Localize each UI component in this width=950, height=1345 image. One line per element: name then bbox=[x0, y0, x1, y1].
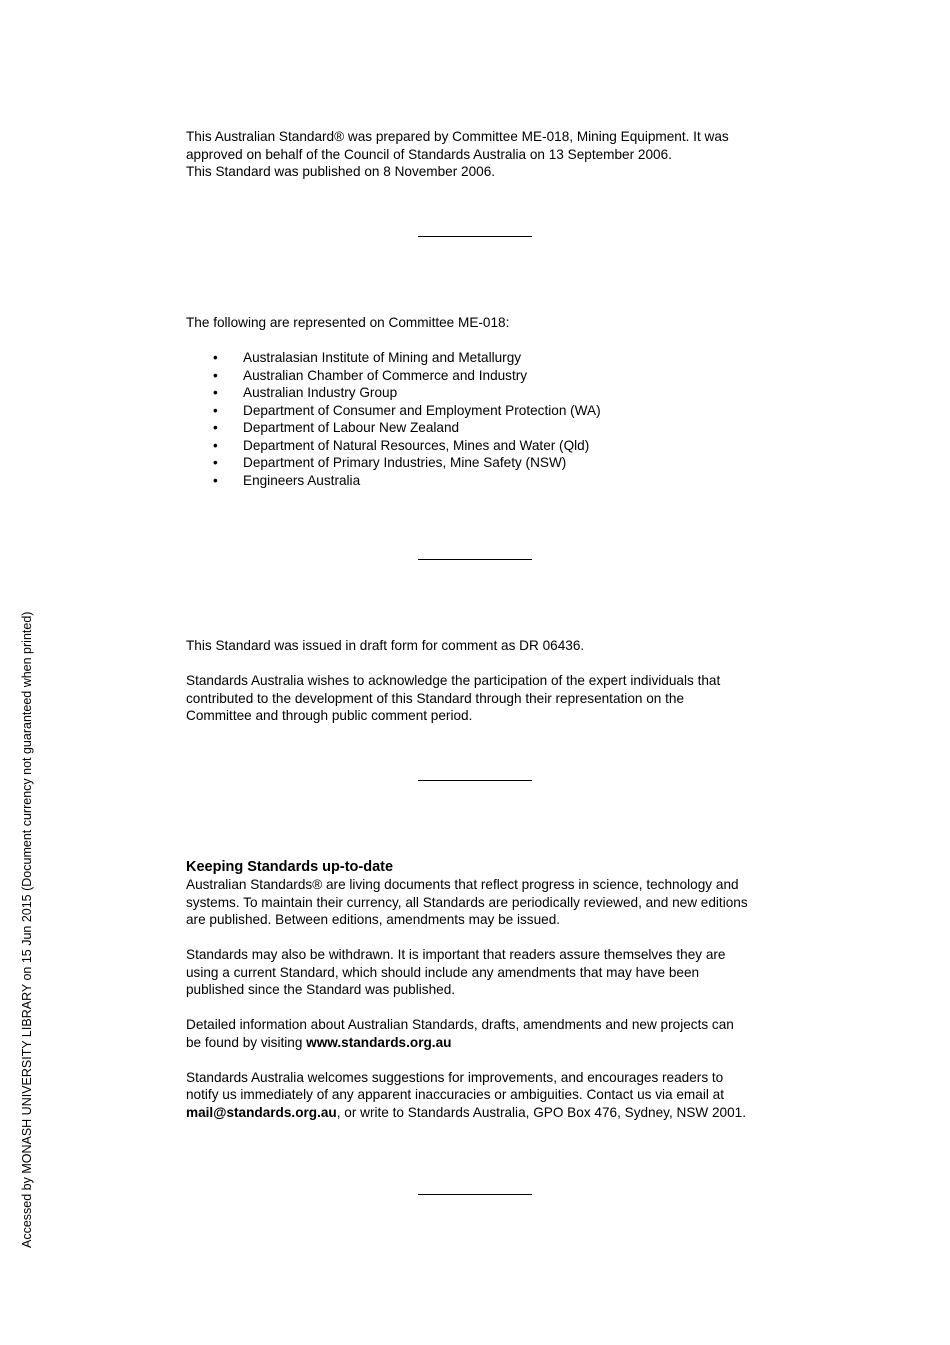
bullet-icon: • bbox=[213, 367, 218, 383]
keeping-section bbox=[186, 858, 786, 1121]
bullet-icon: • bbox=[213, 455, 218, 470]
website-link[interactable]: www.standards.org.au bbox=[306, 1034, 452, 1050]
committee-intro: The following are represented on Committee ME-018: bbox=[186, 315, 510, 330]
keeping-p4-line-2: notify us immediately of any apparent inaccuracies or ambiguities. Contact us via email at bbox=[186, 1087, 724, 1102]
divider-rule bbox=[418, 780, 532, 781]
keeping-p3-line-2: be found by visiting www.standards.org.au bbox=[186, 1034, 452, 1050]
committee-section bbox=[186, 314, 786, 489]
ack-line-1: Standards Australia wishes to acknowledge the participation of the expert individuals that bbox=[186, 673, 721, 688]
keeping-p2-line-2: using a current Standard, which should include any amendments that may have been bbox=[186, 964, 700, 980]
bullet-icon: • bbox=[213, 402, 218, 418]
prep-line-3: This Standard was published on 8 November 2006. bbox=[186, 164, 496, 179]
keeping-p1-line-2: systems. To maintain their currency, all Standards are periodically reviewed, and new editions bbox=[186, 894, 748, 910]
access-watermark: Accessed by MONASH UNIVERSITY LIBRARY on 15 Jun 2015 (Document currency not guaranteed when printed) bbox=[20, 611, 34, 1248]
email-link[interactable]: mail@standards.org.au bbox=[186, 1104, 337, 1120]
list-item: • Australian Chamber of Commerce and Industry bbox=[213, 367, 528, 383]
divider-rule bbox=[418, 1194, 532, 1195]
ack-line-3: Committee and through public comment period. bbox=[186, 708, 473, 723]
keeping-p4-line-1: Standards Australia welcomes suggestions for improvements, and encourages readers to bbox=[186, 1069, 724, 1085]
list-item: • Department of Consumer and Employment Protection (WA) bbox=[213, 402, 601, 418]
prep-line-2: approved on behalf of the Council of Standards Australia on 13 September 2006. bbox=[186, 146, 672, 162]
bullet-icon: • bbox=[213, 350, 218, 365]
list-item: • Department of Natural Resources, Mines and Water (Qld) bbox=[213, 437, 590, 453]
draft-section bbox=[186, 637, 786, 725]
list-item: • Department of Primary Industries, Mine Safety (NSW) bbox=[213, 455, 567, 470]
keeping-p1-line-1: Australian Standards® are living documents that reflect progress in science, technology and bbox=[186, 877, 739, 892]
bullet-icon: • bbox=[213, 385, 218, 400]
list-item: • Department of Labour New Zealand bbox=[213, 420, 460, 435]
keeping-p3-line-1: Detailed information about Australian Standards, drafts, amendments and new projects can bbox=[186, 1017, 734, 1032]
keeping-p2-line-3: published since the Standard was published. bbox=[186, 982, 456, 997]
bullet-icon: • bbox=[213, 472, 218, 488]
keeping-p2-line-1: Standards may also be withdrawn. It is important that readers assure themselves they are bbox=[186, 947, 726, 962]
divider-rule bbox=[418, 559, 532, 560]
committee-member-list bbox=[186, 349, 786, 489]
list-item: • Australian Industry Group bbox=[213, 385, 398, 400]
ack-line-2: contributed to the development of this Standard through their representation on the bbox=[186, 690, 685, 706]
prep-line-1: This Australian Standard® was prepared by Committee ME-018, Mining Equipment. It was bbox=[186, 129, 729, 144]
list-item: • Engineers Australia bbox=[213, 472, 361, 488]
bullet-icon: • bbox=[213, 437, 218, 453]
draft-issued: This Standard was issued in draft form for comment as DR 06436. bbox=[186, 638, 585, 653]
preparation-statement bbox=[186, 128, 786, 181]
keeping-heading: Keeping Standards up-to-date bbox=[186, 859, 394, 875]
divider-rule bbox=[418, 236, 532, 237]
keeping-p4-line-3: mail@standards.org.au, or write to Standards Australia, GPO Box 476, Sydney, NSW 2001. bbox=[186, 1104, 747, 1120]
keeping-p1-line-3: are published. Between editions, amendments may be issued. bbox=[186, 912, 561, 927]
bullet-icon: • bbox=[213, 420, 218, 435]
list-item: • Australasian Institute of Mining and Metallurgy bbox=[213, 350, 522, 365]
